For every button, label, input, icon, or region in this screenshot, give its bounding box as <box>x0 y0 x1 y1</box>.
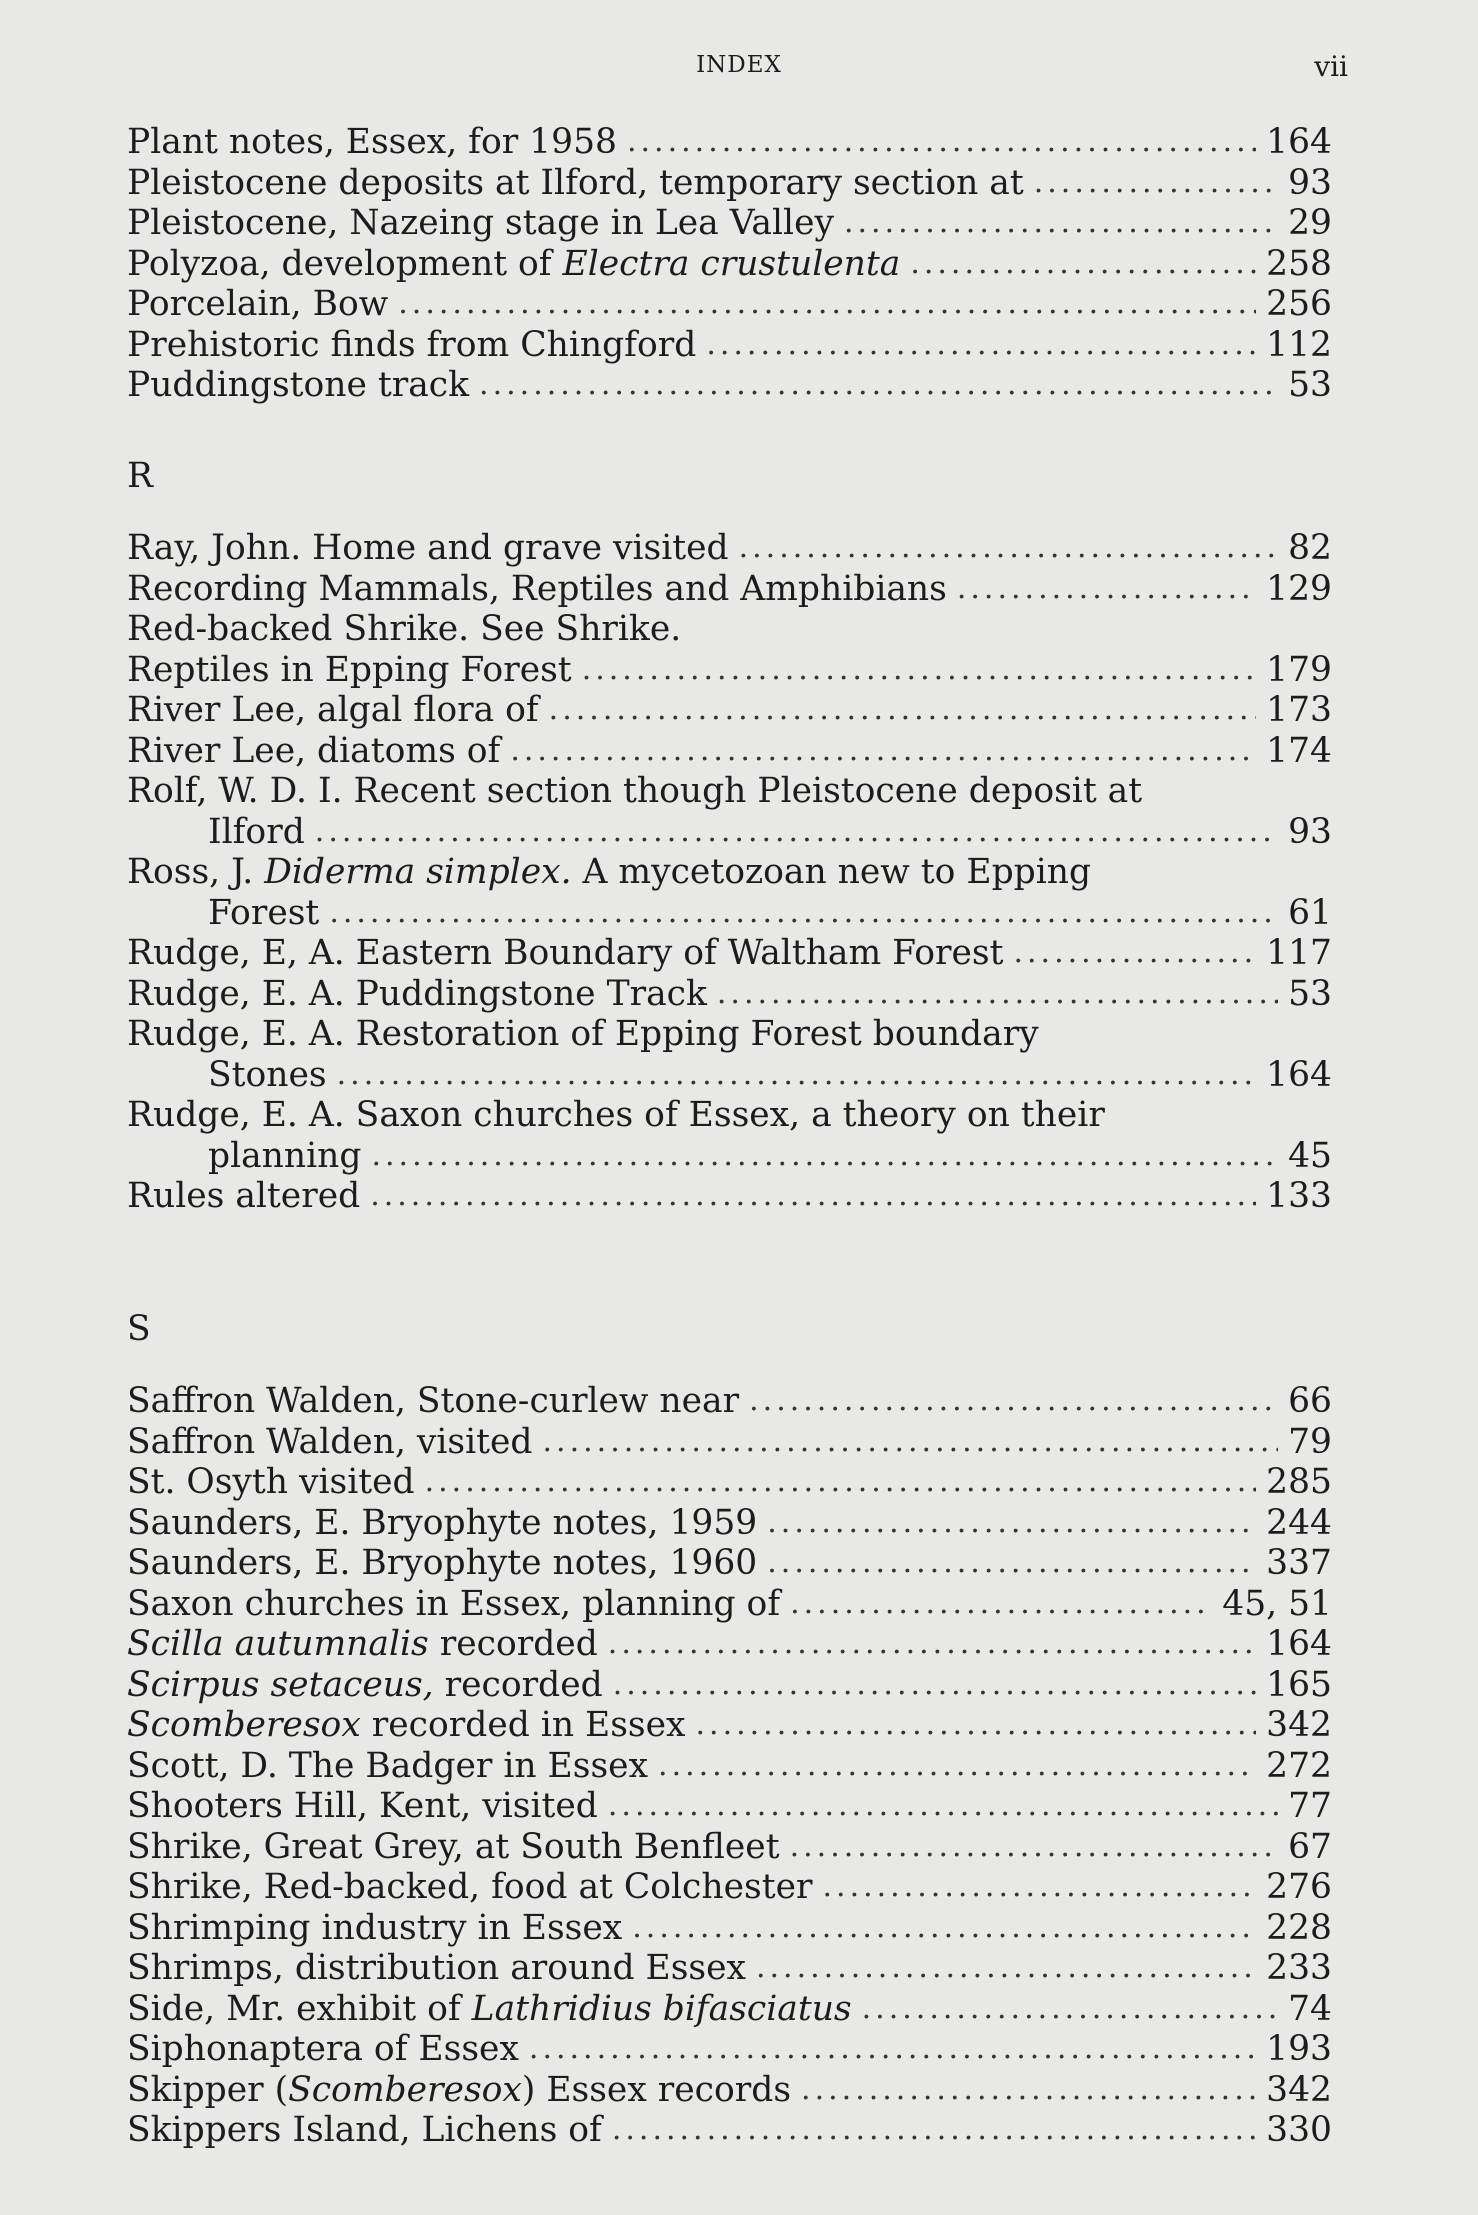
entry-page: 244 <box>1266 1502 1332 1543</box>
index-entry <box>127 731 1332 772</box>
index-entry <box>127 325 1332 366</box>
index-entry <box>127 1624 1332 1665</box>
index-entry <box>127 690 1332 731</box>
entry-page: 93 <box>1288 162 1332 203</box>
leader-dots <box>801 2070 1256 2111</box>
entry-page: 93 <box>1288 811 1332 852</box>
entry-page: 67 <box>1288 1826 1332 1867</box>
entry-text: Saunders, E. Bryophyte notes, 1960 <box>127 1543 758 1583</box>
leader-dots <box>790 1827 1279 1868</box>
entry-page: 342 <box>1266 1705 1332 1745</box>
entry-page: 173 <box>1266 690 1332 730</box>
index-entry <box>127 1867 1332 1908</box>
leader-dots <box>717 974 1278 1015</box>
entry-text: Pleistocene, Nazeing stage in Lea Valley <box>127 203 834 243</box>
entry-text-italic: Scomberesox <box>288 2069 522 2110</box>
entry-page: 165 <box>1266 1664 1332 1705</box>
entry-text-line1: Rudge, E. A. Saxon churches of Essex, a theory on their <box>127 1095 1105 1135</box>
entry-text-line2: Forest <box>208 892 320 933</box>
leader-dots <box>608 1786 1278 1827</box>
index-entry <box>127 122 1332 163</box>
leader-dots <box>315 812 1278 853</box>
leader-dots <box>1013 933 1256 974</box>
entry-text: Shooters Hill, Kent, visited <box>127 1786 598 1826</box>
index-entry <box>127 974 1332 1015</box>
index-entry <box>127 1176 1332 1217</box>
entry-text <box>127 1665 603 1706</box>
entry-text: Shrike, Great Grey, at South Benfleet <box>127 1826 780 1867</box>
leader-dots <box>613 1665 1256 1706</box>
entry-page: 53 <box>1288 365 1332 405</box>
index-entry <box>127 163 1332 204</box>
index-entry <box>127 569 1332 610</box>
entry-text-post: ) Essex records <box>521 2069 792 2110</box>
entry-text: Red-backed Shrike. See Shrike. <box>127 609 682 649</box>
entry-page: 117 <box>1266 933 1332 973</box>
entry-text: River Lee, diatoms of <box>127 730 501 771</box>
entry-page: 256 <box>1266 284 1332 324</box>
index-entry <box>127 1095 1332 1176</box>
index-entry <box>127 933 1332 974</box>
entry-text-italic: Electra crustulenta <box>562 243 901 284</box>
index-entry <box>127 1705 1332 1746</box>
leader-dots <box>823 1867 1257 1908</box>
leader-dots <box>756 1948 1256 1989</box>
index-entry <box>127 1786 1332 1827</box>
page-number: vii <box>1314 50 1348 83</box>
index-entry <box>127 1422 1332 1463</box>
entry-text: Skippers Island, Lichens of <box>127 2110 602 2150</box>
entry-text-post: recorded <box>433 1664 603 1705</box>
index-entry <box>127 1381 1332 1422</box>
leader-dots <box>627 122 1256 163</box>
entry-page: 342 <box>1266 2069 1332 2110</box>
entry-text: Rudge, E. A. Puddingstone Track <box>127 973 707 1014</box>
entry-text: River Lee, algal flora of <box>127 690 539 730</box>
leader-dots <box>371 1136 1278 1177</box>
index-entry <box>127 1584 1332 1625</box>
index-entry <box>127 1014 1332 1095</box>
leader-dots <box>612 2110 1256 2151</box>
leader-dots <box>398 284 1256 325</box>
index-entry <box>127 1746 1332 1787</box>
leader-dots <box>370 1176 1256 1217</box>
entry-page: 45 <box>1288 1135 1332 1176</box>
index-entry <box>127 2110 1332 2151</box>
entry-text: Porcelain, Bow <box>127 284 389 324</box>
entry-text-post: recorded in Essex <box>360 1705 686 1745</box>
entry-text-pre: Skipper ( <box>127 2069 289 2110</box>
leader-dots <box>790 1584 1212 1625</box>
entry-page: 164 <box>1266 1624 1332 1664</box>
index-entry <box>127 365 1332 406</box>
entry-page: 129 <box>1266 568 1332 609</box>
leader-dots <box>739 528 1279 569</box>
entry-text: Shrimping industry in Essex <box>127 1907 623 1948</box>
entry-text: Prehistoric finds from Chingford <box>127 324 697 365</box>
leader-dots <box>337 1055 1257 1096</box>
index-entry <box>127 650 1332 691</box>
leader-dots <box>543 1422 1279 1463</box>
entry-text: Siphonaptera of Essex <box>127 2029 519 2069</box>
index-entry <box>127 852 1332 933</box>
entry-text: Saunders, E. Bryophyte notes, 1959 <box>127 1502 758 1543</box>
entry-text <box>127 1705 686 1746</box>
leader-dots <box>479 365 1278 406</box>
index-entry <box>127 2070 1332 2111</box>
entry-text-post: recorded <box>428 1624 598 1664</box>
index-entry <box>127 528 1332 569</box>
entry-text: Shrimps, distribution around Essex <box>127 1948 746 1988</box>
entry-text: Pleistocene deposits at Ilford, temporary section at <box>127 162 1024 203</box>
entry-text-italic: Scomberesox <box>127 1705 361 1745</box>
leader-dots <box>329 893 1278 934</box>
index-entry <box>127 1665 1332 1706</box>
leader-dots <box>632 1908 1256 1949</box>
entry-page: 45, 51 <box>1222 1583 1332 1624</box>
leader-dots <box>862 1989 1278 2030</box>
entry-text: Plant notes, Essex, for 1958 <box>127 122 617 162</box>
index-entry <box>127 284 1332 325</box>
index-body <box>127 122 1332 2151</box>
leader-dots <box>957 569 1256 610</box>
index-entry <box>127 1543 1332 1584</box>
entry-text-pre: Ross, J. <box>127 852 265 892</box>
entry-text: Shrike, Red-backed, food at Colchester <box>127 1867 813 1907</box>
entry-page: 258 <box>1266 243 1332 284</box>
entry-page: 66 <box>1288 1381 1332 1421</box>
entry-text <box>127 1624 598 1665</box>
index-entry <box>127 1503 1332 1544</box>
entry-page: 61 <box>1288 892 1332 933</box>
entry-page: 133 <box>1266 1176 1332 1216</box>
page-header <box>0 48 1478 88</box>
index-entry <box>127 1827 1332 1868</box>
index-entry <box>127 1908 1332 1949</box>
entry-page: 29 <box>1288 203 1332 243</box>
entry-text-pre: Side, Mr. exhibit of <box>127 1988 472 2029</box>
entry-text: Saffron Walden, visited <box>127 1421 533 1462</box>
leader-dots <box>706 325 1256 366</box>
entry-text-post: A mycetozoan new to Epping <box>571 852 1092 892</box>
leader-dots <box>608 1624 1256 1665</box>
entry-page: 276 <box>1266 1867 1332 1907</box>
entry-page: 82 <box>1288 528 1332 568</box>
index-entry <box>127 1462 1332 1503</box>
leader-dots <box>582 650 1256 691</box>
index-entry <box>127 1989 1332 2030</box>
entry-page: 77 <box>1288 1786 1332 1826</box>
section-letter-r: R <box>127 455 153 496</box>
entry-page: 79 <box>1288 1421 1332 1462</box>
entry-text-line2: planning <box>208 1135 362 1176</box>
entry-text-italic: Scirpus setaceus, <box>127 1664 434 1705</box>
entry-page: 233 <box>1266 1948 1332 1988</box>
entry-page: 272 <box>1266 1745 1332 1786</box>
entry-page: 174 <box>1266 730 1332 771</box>
entry-text: Ray, John. Home and grave visited <box>127 528 729 568</box>
entry-text: Puddingstone track <box>127 365 470 405</box>
entry-page: 337 <box>1266 1543 1332 1583</box>
leader-dots <box>425 1462 1257 1503</box>
leader-dots <box>529 2029 1256 2070</box>
entry-page: 193 <box>1266 2029 1332 2069</box>
entry-text-pre: Polyzoa, development of <box>127 243 563 284</box>
entry-text: Saxon churches in Essex, planning of <box>127 1583 781 1624</box>
entry-page: 179 <box>1266 649 1332 690</box>
leader-dots <box>1034 163 1278 204</box>
entry-page: 330 <box>1266 2110 1332 2150</box>
entry-text-line1: Rudge, E. A. Restoration of Epping Forest boundary <box>127 1014 1039 1054</box>
entry-page: 285 <box>1266 1462 1332 1502</box>
entry-text: Saffron Walden, Stone-curlew near <box>127 1381 740 1421</box>
index-entry <box>127 244 1332 285</box>
index-entry <box>127 2029 1332 2070</box>
leader-dots <box>767 1543 1256 1584</box>
entry-text: Reptiles in Epping Forest <box>127 649 572 690</box>
entry-page: 164 <box>1266 122 1332 162</box>
entry-page: 164 <box>1266 1054 1332 1095</box>
index-entry <box>127 203 1332 244</box>
entry-text-line1 <box>127 852 1332 893</box>
leader-dots <box>510 731 1256 772</box>
entry-text: Rudge, E, A. Eastern Boundary of Waltham Forest <box>127 933 1004 973</box>
entry-text: Rules altered <box>127 1176 361 1216</box>
entry-text-line1: Rolf, W. D. I. Recent section though Pleistocene deposit at <box>127 771 1143 811</box>
leader-dots <box>696 1705 1257 1746</box>
entry-text: St. Osyth visited <box>127 1462 415 1502</box>
index-entry <box>127 771 1332 852</box>
entry-page: 74 <box>1288 1988 1332 2029</box>
entry-page: 53 <box>1288 973 1332 1014</box>
entry-text: Recording Mammals, Reptiles and Amphibians <box>127 568 947 609</box>
page-title: INDEX <box>696 52 782 78</box>
leader-dots <box>910 244 1256 285</box>
leader-dots <box>658 1746 1256 1787</box>
leader-dots <box>549 690 1256 731</box>
entry-text <box>127 2070 791 2111</box>
entry-page: 112 <box>1266 324 1332 365</box>
entry-text-italic: Lathridius bifasciatus <box>471 1988 852 2029</box>
entry-text: Scott, D. The Badger in Essex <box>127 1745 649 1786</box>
entry-text-italic: Diderma simplex. <box>264 852 572 892</box>
index-entry <box>127 1948 1332 1989</box>
entry-text-line2: Stones <box>208 1054 327 1095</box>
entry-text <box>127 1989 852 2030</box>
leader-dots <box>767 1503 1256 1544</box>
entry-text <box>127 244 900 285</box>
section-letter-s: S <box>127 1308 151 1349</box>
index-entry <box>127 609 1332 650</box>
leader-dots <box>844 203 1278 244</box>
entry-text-line2: Ilford <box>208 811 305 852</box>
entry-text-italic: Scilla autumnalis <box>127 1624 429 1664</box>
leader-dots <box>749 1381 1278 1422</box>
entry-page: 228 <box>1266 1907 1332 1948</box>
